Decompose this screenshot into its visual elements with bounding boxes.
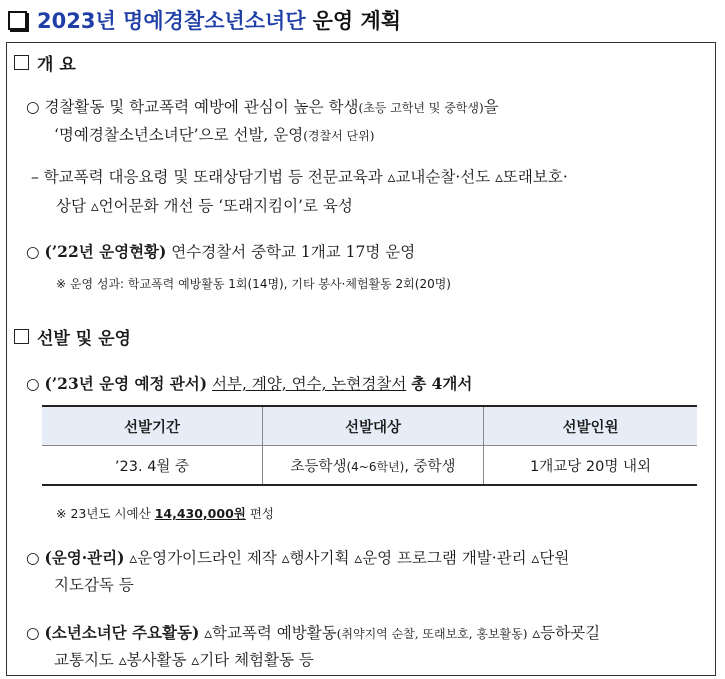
selection-table bbox=[42, 405, 697, 486]
table-cell-count: 1개교당 20명 내외 bbox=[484, 446, 698, 486]
activities-line-1: ○ (소년소녀단 주요활동) ▵학교폭력 예방활동(취약지역 순찰, 또래보호, 홍보활동) ▵등하굣길 bbox=[26, 623, 601, 642]
section-heading-overview bbox=[14, 50, 76, 75]
activities-line-2: 교통지도 ▵봉사활동 ▵기타 체험활동 등 bbox=[54, 651, 314, 669]
overview-bullet-2: ○ (’22년 운영현황) 연수경찰서 중학교 1개교 17명 운영 bbox=[26, 242, 416, 261]
overview-dash-line-1: – 학교폭력 대응요령 및 또래상담기법 등 전문교육과 ▵교내순찰·선도 ▵또래보호· bbox=[31, 168, 568, 186]
table-row bbox=[42, 446, 697, 486]
table-header: 선발기간 bbox=[42, 406, 263, 446]
table-header: 선발인원 bbox=[484, 406, 698, 446]
section-heading-selection bbox=[14, 324, 131, 349]
table-header: 선발대상 bbox=[263, 406, 484, 446]
section-square-icon bbox=[14, 329, 29, 344]
table-cell-target: 초등학생(4~6학년), 중학생 bbox=[263, 446, 484, 486]
title-highlight: 2023년 명예경찰소년소녀단 bbox=[37, 9, 306, 33]
table-cell-period: ’23. 4월 중 bbox=[42, 446, 263, 486]
section-label: 선발 및 운영 bbox=[37, 329, 131, 349]
overview-bullet-1-line-2: ‘명예경찰소년소녀단’으로 선발, 운영(경찰서 단위) bbox=[54, 126, 375, 144]
overview-note: ※ 운영 성과: 학교폭력 예방활동 1회(14명), 기타 봉사·체험활동 2회(20명) bbox=[56, 277, 451, 291]
budget-note: ※ 23년도 시예산 14,430,000원 편성 bbox=[56, 506, 274, 521]
title-rest: 운영 계획 bbox=[312, 9, 402, 33]
operations-line-2: 지도감독 등 bbox=[54, 576, 134, 594]
selection-bullet-1: ○ (’23년 운영 예정 관서) 서부, 계양, 연수, 논현경찰서 총 4개서 bbox=[26, 374, 473, 393]
section-square-icon bbox=[14, 55, 29, 70]
section-label: 개 요 bbox=[37, 55, 76, 75]
overview-dash-line-2: 상담 ▵언어문화 개선 등 ‘또래지킴이’로 육성 bbox=[56, 197, 353, 215]
document-title bbox=[6, 4, 401, 36]
overview-bullet-1-line-1: ○ 경찰활동 및 학교폭력 예방에 관심이 높은 학생(초등 고학년 및 중학생)을 bbox=[26, 98, 499, 116]
operations-line-1: ○ (운영·관리) ▵운영가이드라인 제작 ▵행사기획 ▵운영 프로그램 개발·관리 ▵단원 bbox=[26, 548, 570, 567]
title-checkbox-icon bbox=[8, 11, 27, 30]
